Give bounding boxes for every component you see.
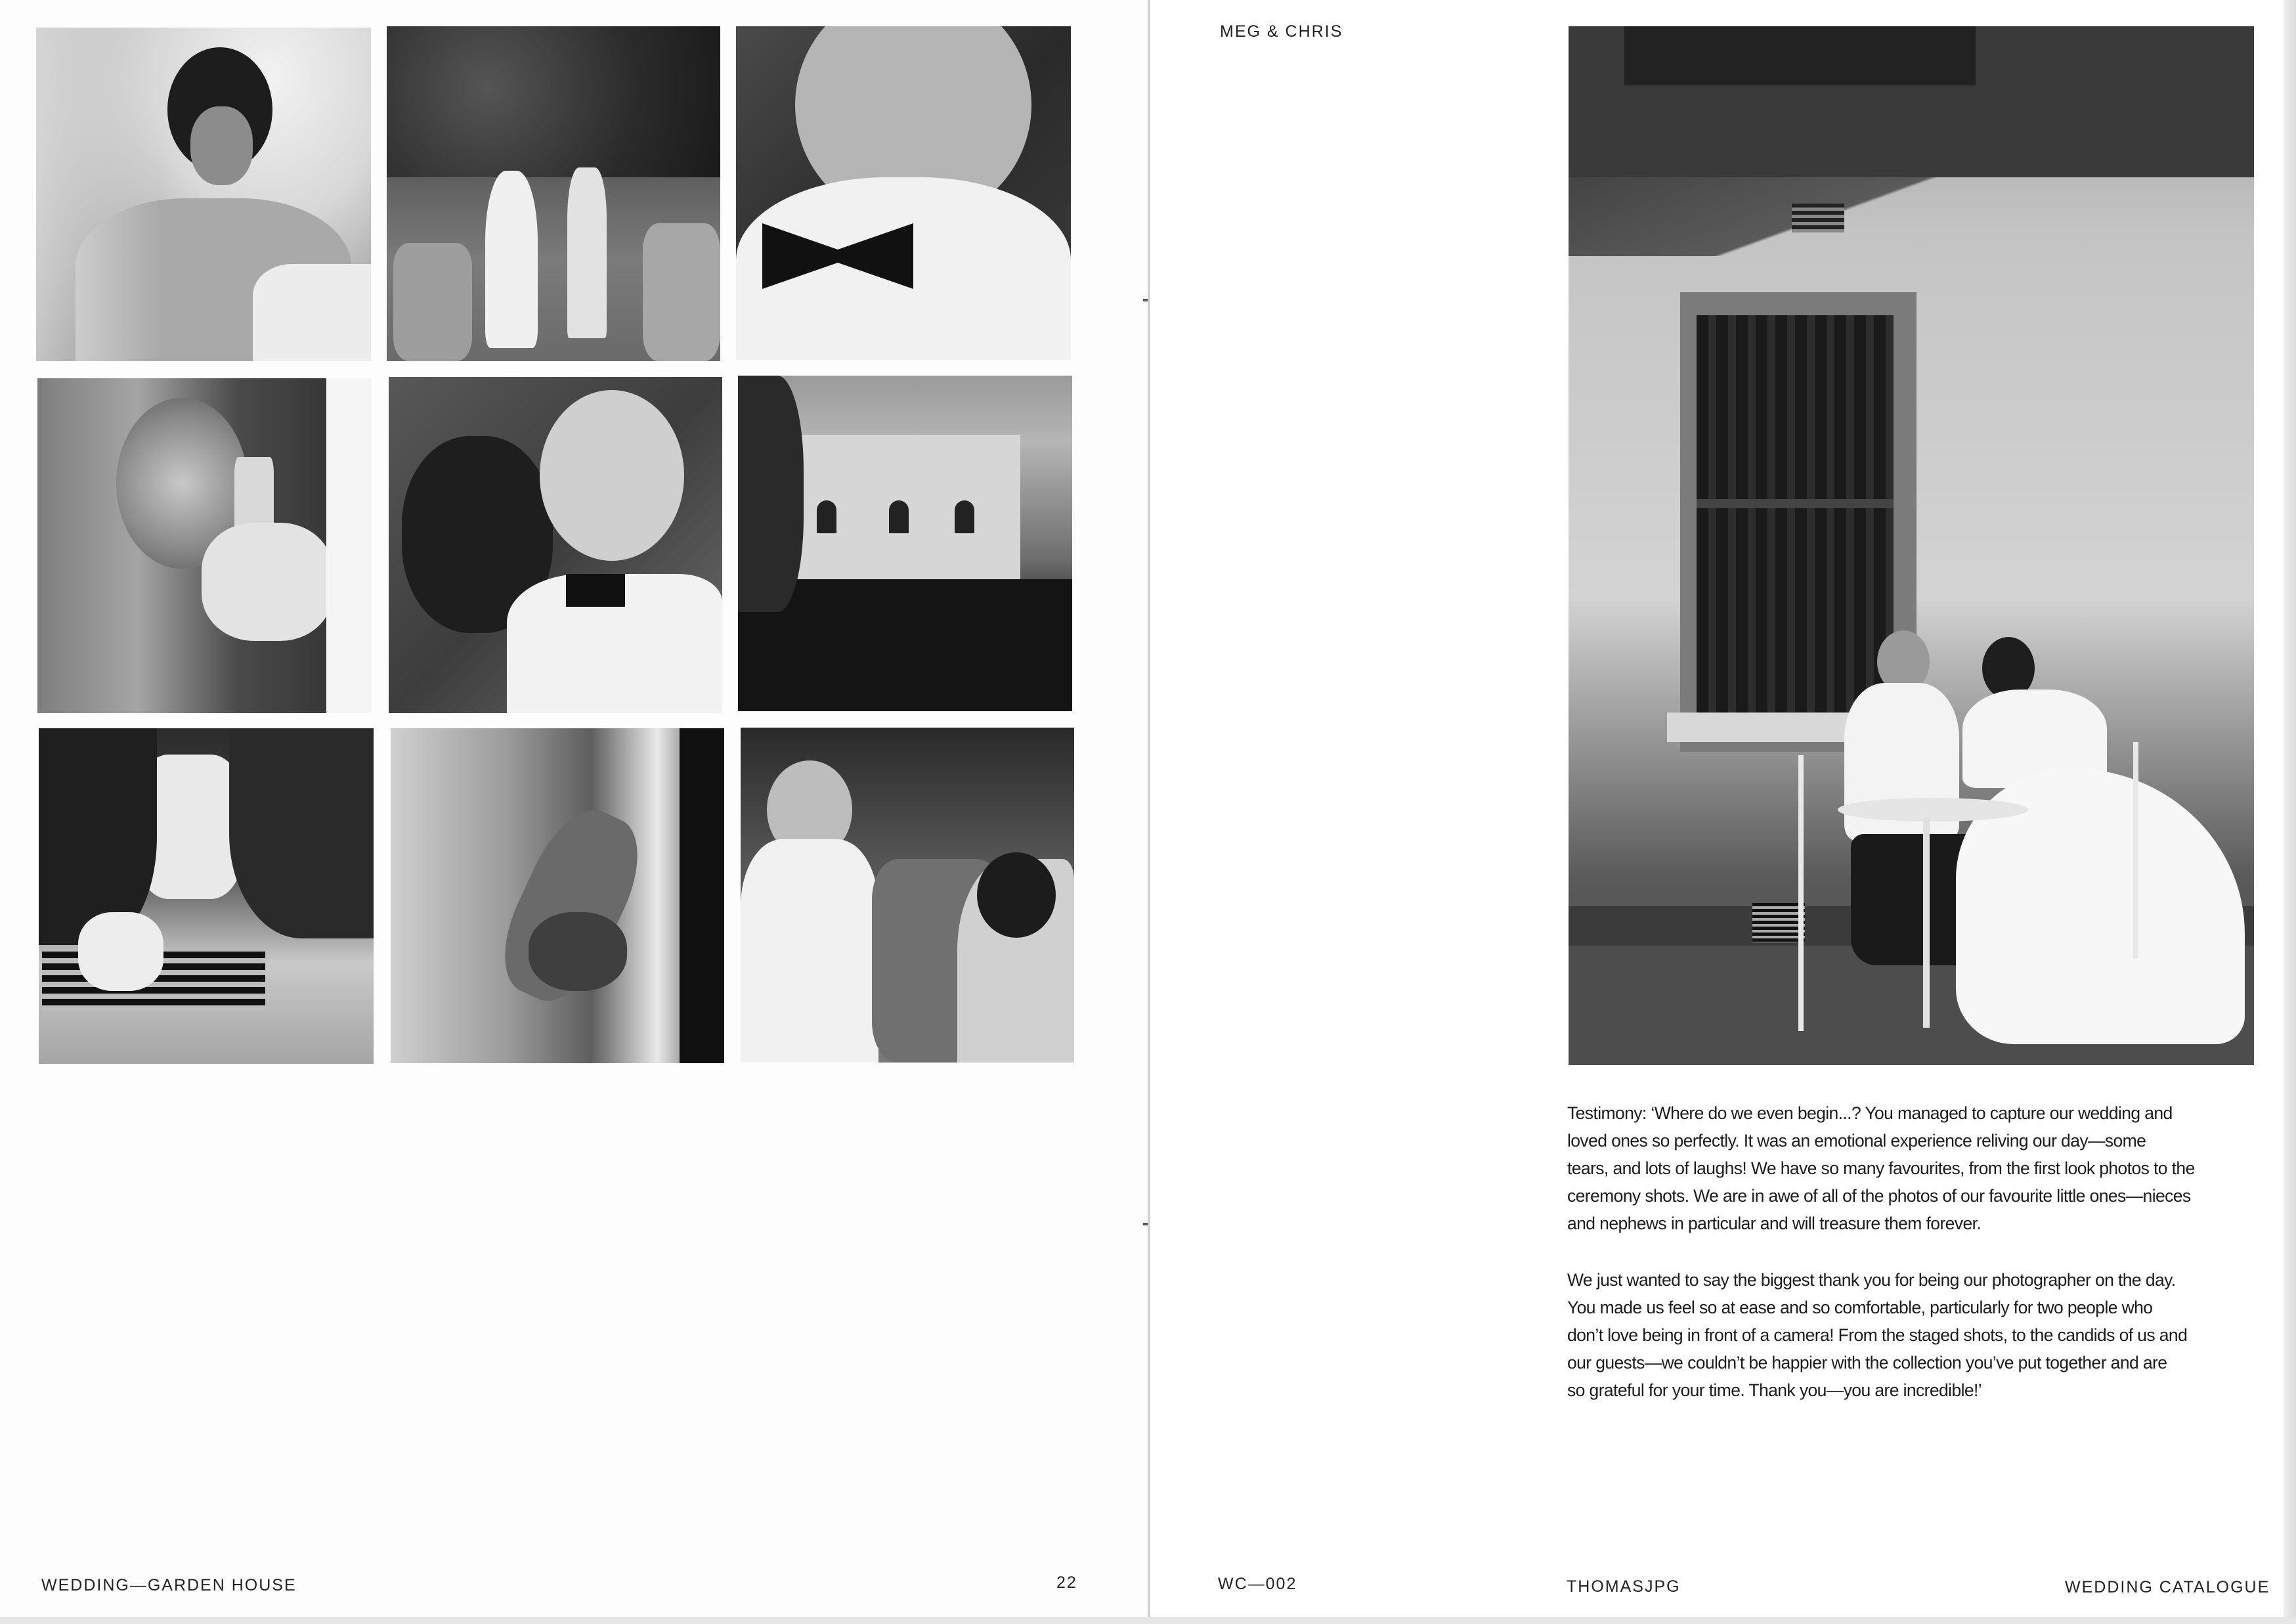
testimony-paragraph-1 — [1567, 1099, 2254, 1237]
right-footer-brand: THOMASJPG — [1567, 1577, 1681, 1596]
photo-groom-guests — [741, 728, 1074, 1063]
testimony-line: and nephews in particular and will treasure them forever. — [1567, 1214, 1982, 1233]
photo-house-reception — [738, 376, 1072, 711]
testimony-line: You made us feel so at ease and so comfortable, particularly for two people who — [1567, 1298, 2153, 1317]
photo-groom-smiling — [736, 26, 1071, 360]
testimony-line: We just wanted to say the biggest thank you for being our photographer on the day. — [1567, 1270, 2176, 1290]
page-bottom-edge — [0, 1617, 2296, 1624]
registration-mark — [1143, 1223, 1148, 1225]
testimony-line: Testimony: ‘Where do we even begin...? You managed to capture our wedding and — [1567, 1103, 2173, 1123]
photo-couple-embrace — [389, 377, 722, 713]
right-footer-catalogue: WEDDING CATALOGUE — [2065, 1578, 2270, 1596]
testimony-line: tears, and lots of laughs! We have so many favourites, from the first look photos to the — [1567, 1158, 2195, 1178]
photo-champagne-glass — [37, 378, 372, 713]
page-edge — [2284, 0, 2296, 1624]
testimony-line: don’t love being in front of a camera! From the staged shots, to the candids of us and — [1567, 1325, 2188, 1345]
testimony-line: so grateful for your time. Thank you—you are incredible!’ — [1567, 1380, 1982, 1400]
right-footer-code: WC—002 — [1218, 1575, 1297, 1593]
photo-holding-hands — [391, 728, 724, 1063]
left-page-number: 22 — [1056, 1573, 1077, 1592]
testimony-paragraph-2 — [1567, 1266, 2254, 1404]
photo-couple-cafe-table — [1569, 26, 2254, 1065]
photo-park-bench — [39, 728, 374, 1064]
right-header: MEG & CHRIS — [1220, 22, 1343, 41]
testimony-line: ceremony shots. We are in awe of all of the photos of our favourite little ones—nieces — [1567, 1186, 2191, 1206]
testimony-line: loved ones so perfectly. It was an emotional experience reliving our day—some — [1567, 1131, 2146, 1151]
testimony-line: our guests—we couldn’t be happier with the collection you’ve put together and are — [1567, 1353, 2167, 1372]
photo-ceremony-garden — [387, 26, 720, 361]
photo-bride-veil — [36, 28, 371, 361]
left-footer-title: WEDDING—GARDEN HOUSE — [41, 1576, 297, 1594]
registration-mark — [1143, 299, 1148, 301]
